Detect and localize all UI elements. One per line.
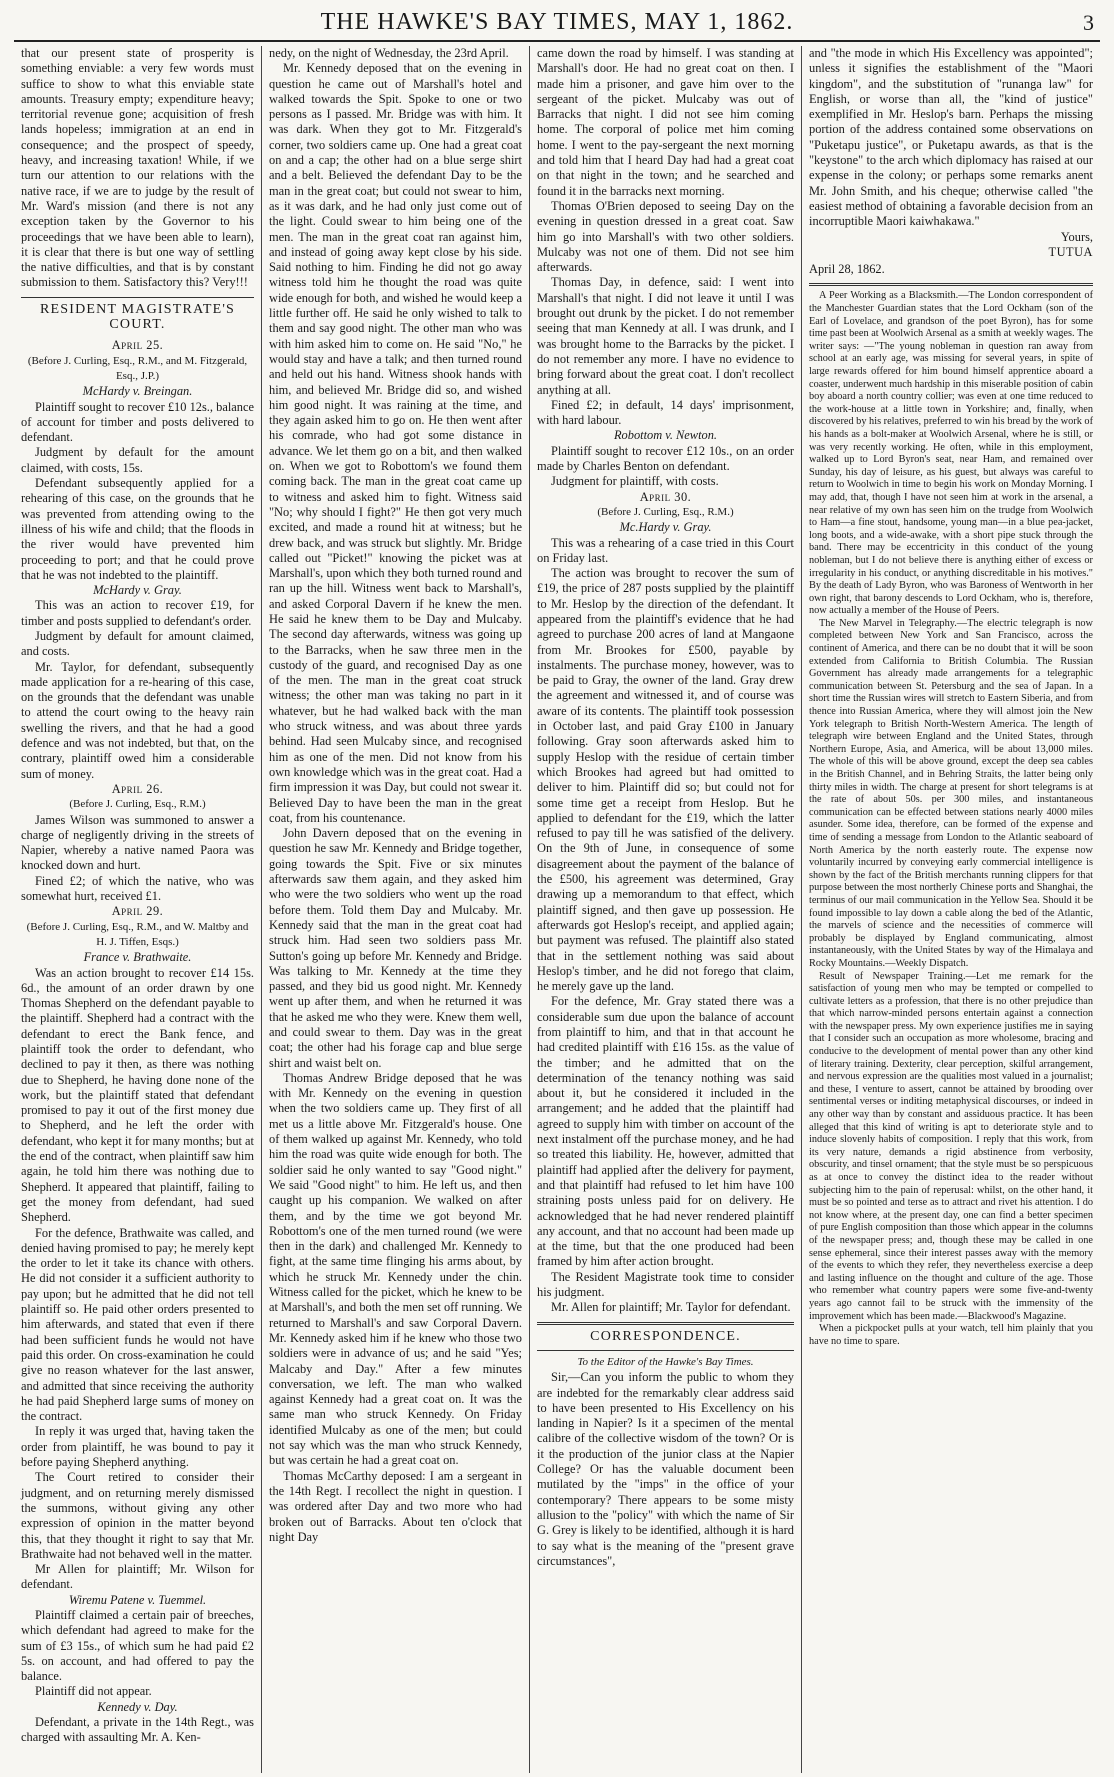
divider (537, 1322, 794, 1325)
paragraph: For the defence, Mr. Gray stated there was a considerable sum due upon the balance of account from plaintiff to him, and that in that account he had credited plaintiff with £16 15s. as the value of the timber; and he admitted that on the determination of the tenancy nothing was said about it, but he considered it included in the arrangement; and he added that the plaintiff had agreed to supply him with timber on account of the next instalment off the purchase money, and he had so treated this liability. He, however, admitted that plaintiff had applied after the delivery for payment, and that plaintiff had refused to let him have 100 straining posts unless paid for on delivery. He acknowledged that he had never rendered plaintiff any account, and that no account had been made up at the time, but that the one produced had been framed by him after action brought. (537, 994, 794, 1269)
paragraph: This was an action to recover £19, for timber and posts supplied to defendant's order. (21, 598, 254, 628)
news-item: Result of Newspaper Training.—Let me remark for the satisfaction of young men who may be tempted or compelled to cultivate letters as a profession, that there is no other prejudice than that which narrow-minded persons entertain against a connection with the newspaper press. My own experience justifies me in saying that I consider such an occupation as more wholesome, bracing and conducive to the development of mental power than any other kind of literary training. Dexterity, clear perception, skilful arrangement, and nervous expression are the qualities most valued in a journalist; and these, I venture to assert, cannot be attained by brooding over sentimental verses or inditing metaphysical discourses, or indeed in any other way than by constant and assiduous practice. It has been alleged that this kind of writing is apt to deteriorate style and to induce slovenly habits of composition. I reply that this work, from its very nature, demands a rigid abstinence from verbosity, obscurity, and tinsel ornament; that the style must be so perspicuous as at once to convey the distinct idea to the reader without subjecting him to the pain of reperusal: whilst, on the other hand, it must be so pointed and terse as to attract and rivet his attention. I do not know where, at the present day, one can find a better specimen of pure English composition than those which appear in the columns of the newspaper press; and, though these may be called in one sense ephemeral, since their interest passes away with the memory of the events to which they refer, they nevertheless exercise a deep and lasting influence on the thought and culture of the age. Those who remember what country papers were some five-and-twenty years ago cannot fail to be struck with the immensity of the improvement which has been made.—Blackwood's Magazine. (809, 970, 1093, 1322)
paragraph: Mr. Kennedy deposed that on the evening in question he came out of Marshall's hotel and walked towards the Spit. Spoke to one or two persons as I passed. Mr. Bridge was with him. It was dark. When they got to Mr. Fitzgerald's corner, two soldiers came up. One had a great coat on and a cap; the other had on a blue serge shirt and a belt. Believed the defendant Day to be the man in the great coat; but could not swear to him, as it was dark, and he had only just come out of the light. Could swear to him being one of the men. The man in the great coat ran against him, and instead of going away kept close by his side. Said nothing to him. Finding he did not go away witness told him he thought the road was quite wide enough for both, and wished he would keep a little further off. He said he only wished to talk to them and say good night. The other man who was with him asked him to come on. He said "No," he would stay and have a talk; and then turned round and held out his hand. Witness shook hands with him, and believed Mr. Bridge did so, and wished him good night. It was raining at the time, and they again asked him to go on. He then went after his comrade, who had got some distance in advance. We let them go on a bit, and then walked on. When we got to Robottom's we found them coming back. The man in the great coat came up to witness and asked him to fight. Witness said "No; why should I fight?" He then got very much excited, and made a round hit at witness; but he drew back, and was struck but slightly. Mr. Bridge called out "Picket!" knowing the picket was at Marshall's, upon which they both turned round and ran up the hill. Witness went back to Marshall's, and asked Corporal Davern if he knew the men. He said he knew them to be Day and Mulcaby. The second day afterwards, witness was going up to the Barracks, when he saw three men in the custody of the guard, and recognised Day as one of the men. The man in the great coat struck witness; the other man was taking no part in it whatever, but he had walked back with the man who struck witness, and was about three yards behind. Had seen Mulcaby since, and recognised him as one of the men. Did not know from his own knowledge which was in the great coat. Had a firm impression it was Day, but could not swear it. Believed Day to have been the man in the great coat, from his countenance. (269, 61, 522, 825)
bench-note: (Before J. Curling, Esq., R.M.) (597, 505, 734, 518)
divider (809, 283, 1093, 286)
court-date: April 30. (639, 489, 692, 504)
paragraph: Judgment for plaintiff, with costs. (551, 474, 719, 489)
court-date: April 29. (111, 904, 164, 919)
miscellany (809, 290, 1093, 1348)
case-title: Robottom v. Newton. (613, 428, 717, 443)
newspaper-title: THE HAWKE'S BAY TIMES, MAY 1, 1862. (320, 9, 794, 35)
columns (14, 46, 1100, 1773)
paragraph: The Court retired to consider their judgment, and on returning merely dismissed the summons, without giving any other expression of opinion in the matter beyond this, that they thought it right to say that Mr. Brathwaite had not behaved well in the matter. (21, 1470, 254, 1561)
paragraph: Fined £2; of which the native, who was somewhat hurt, received £1. (21, 873, 254, 904)
paragraph: Plaintiff sought to recover £12 10s., on an order made by Charles Benton on defendant. (537, 443, 794, 474)
paragraph: Defendant, a private in the 14th Regt., was charged with assaulting Mr. A. Ken- (21, 1715, 254, 1745)
paragraph: Mr Allen for plaintiff; Mr. Wilson for defendant. (21, 1562, 254, 1592)
letter-paragraph: and "the mode in which His Excellency was appointed"; unless it signifies the establishment of the "Maori kingdom", and the substitution of "runanga law" for English, or worse than all, the "kind of justice" exemplified in Mr. Heslop's barn. Perhaps the missing portion of the address contained some observations on "Puketapu justice", or Puketapu awards, as that is the "keystone" to the arch which diplomacy has raised at our expense in the colony; or perhaps some remarks anent Mr. John Smith, and his cheque; otherwise called "the easiest method of obtaining a favorable decision from an incorruptible Maori kaiwhakawa." (809, 46, 1093, 229)
column-3 (530, 46, 802, 1773)
bench-note: (Before J. Curling, Esq., R.M.) (69, 798, 206, 811)
letter-date: April 28, 1862. (809, 262, 885, 277)
bench-note: (Before J. Curling, Esq., R.M., and M. Fitzgerald, Esq., J.P.) (27, 354, 248, 382)
paragraph: James Wilson was summoned to answer a charge of negligently driving in the streets of Napier, whereby a native named Paora was knocked down and hurt. (21, 812, 254, 873)
case-title: Kennedy v. Day. (97, 1699, 178, 1714)
page-number: 3 (1083, 10, 1094, 35)
paragraph: The action was brought to recover the sum of £19, the price of 287 posts supplied by the plaintiff to Mr. Heslop by the direction of the defendant. It appeared from the plaintiff's evidence that he had agreed to purchase 200 acres of land at Mangaone from Mr. Brookes for £500, payable by instalments. The purchase money, however, was to be paid to Gray, the owner of the land. Gray drew the agreement and witnessed it, and of course was aware of its contents. The plaintiff took possession in October last, and paid Gray £100 in January following. Gray soon afterwards asked him to supply Heslop with the residue of certain timber which Brookes had agreed but had omitted to deliver to him. Plaintiff did so; but could not for some time get a receipt from Heslop. But he applied to defendant for the £19, which the latter refused to pay till he was satisfied of the delivery. On the 9th of June, in consequence of some disagreement about the payment of the balance of the £500, his agreement was determined, Gray drawing up a memorandum to that effect, which plaintiff signed, and then gave up possession. He afterwards got Heslop's receipt, and applied again; but payment was refused. The plaintiff also stated that in the settlement nothing was said about Heslop's timber, and he did not forego that claim, he merely gave up the land. (537, 566, 794, 994)
letter-address: To the Editor of the Hawke's Bay Times. (577, 1355, 754, 1368)
case-title: Mc.Hardy v. Gray. (619, 520, 712, 535)
case-title: Wiremu Patene v. Tuemmel. (68, 1592, 207, 1607)
paragraph: came down the road by himself. I was standing at Marshall's door. He had no great coat on then. I made him a prisoner, and gave him over to the sergeant of the picket. Mulcaby was out of Barracks that night. I did not see him coming home. The corporal of police met him coming home. I went to the pay-sergeant the next morning and told him that I heard Day had had a great coat on that night in the town; and he searched and found it in the barracks next morning. (537, 46, 794, 198)
paragraph: The Resident Magistrate took time to consider his judgment. (537, 1269, 794, 1300)
article-continuation: that our present state of prosperity is something enviable: a very few words must suffice to show to what this enviable state amounts. Treasury empty; expenditure heavy; territorial revenue gone; acquisition of fresh lands hopeless; immigration at an end in consequence; and the prospect of speedy, heavy, and increasing taxation! While, if we turn our attention to our relations with the native race, if we are to judge by the result of Mr. Ward's mission (and there is not any exception taken by the Governor to his proceedings that we have been able to learn), it is clear that there is but one way of settling the native difficulties, and that is by constant submission to them. Satisfactory this? Very!!! (21, 46, 254, 290)
masthead (14, 0, 1100, 42)
court-date: April 26. (111, 781, 164, 796)
letter-paragraph: Sir,—Can you inform the public to whom they are indebted for the remarkably clear address said to have been presented to His Excellency on his landing in Napier? Is it a specimen of the mental calibre of the collective wisdom of the town? Or is it the production of the junior class at the Napier College? Or has the valuable document been mutilated by the "imps" in the office of your contemporary? There appears to be some misty allusion to the "policy" with which the name of Sir G. Grey is likely to be identified, although it is hard to say what is the meaning of the "present grave circumstances", (537, 1370, 794, 1568)
paragraph: Mr. Allen for plaintiff; Mr. Taylor for defendant. (551, 1300, 791, 1315)
column-4 (802, 46, 1100, 1773)
letter-signature: TUTUA (1048, 244, 1093, 259)
paragraph: Was an action brought to recover £14 15s. 6d., the amount of an order drawn by one Thomas Shepherd on the defendant payable to the plaintiff. Shepherd had a contract with the defendant to erect the Bank fence, and plaintiff took the order to defendant, who declined to pay it then, as there was nothing due to Shepherd, he having done none of the work, but the plaintiff stated that defendant promised to pay it out of the first money due to Shepherd, and he left the order with defendant, who kept it for many months; but at the end of the contract, when plaintiff saw him again, he told him there was nothing due to Shepherd. It appeared that plaintiff, failing to get the money from defendant, had sued Shepherd. (21, 965, 254, 1225)
paragraph: nedy, on the night of Wednesday, the 23rd April. (269, 46, 509, 60)
divider (21, 297, 254, 298)
case-title: McHardy v. Gray. (93, 583, 182, 598)
news-item: A Peer Working as a Blacksmith.—The London correspondent of the Manchester Guardian states that the Lord Ockham (son of the Earl of Lovelace, and grandson of the poet Byron), has for some time past been at Woolwich Arsenal as a smith at weekly wages. The writer says: —"The young nobleman in question ran away from school at an early age, was missing for several years, in spite of large rewards offered for him bound himself apprentice aboard a coaster, underwent much hardship in this miserable position of cabin boy aboard a north country collier; was even at one time reduced to the work-house at a little town in Yorkshire; and, finally, when discovered by his relatives, preferred to win his bread by the work of his hands as a bolt-maker at Woolwich Arsenal, where he is still, or was very recently working. He often, while in this employment, walked up to Lord Byron's seat, near Ham, and remained over Sunday, his day of leisure, as his guest, but always was careful to return to Woolwich in time to begin his work on Monday Morning. I may add, that, though I have not seen him at work in the arsenal, a near relative of my own has seen him on the trudge from Woolwich to Ham—a fine stout, handsome, young man—in a blue pea-jacket, long boots, and a wide-awake, with a short pipe stuck through the band. There may be eccentricity in this conduct of the young nobleman, but I do not believe there is anything either of excess or irregularity in his conduct, or anything discreditable in his motives." By the death of Lady Byron, who was Baroness of Wentworth in her own right, that barony descends to Lord Ockham, who is, therefore, now actually a member of the House of Peers. (809, 290, 1093, 617)
paragraph: For the defence, Brathwaite was called, and denied having promised to pay; he merely kept the order to let it take its chance with others. He did not consider it a sufficient authority to pay upon; but he admitted that he did not tell plaintiff so. He paid other orders presented to him afterwards, and stated that even if there had been sufficient funds he would not have paid this order. On cross-examination he could give no reason whatever for the last answer, and admitted that since receiving the authority he had paid Shepherd large sums of money on the contract. (21, 1225, 254, 1424)
paragraph: Thomas Day, in defence, said: I went into Marshall's that night. I did not leave it until I was brought out drunk by the picket. I do not remember seeing that man Kennedy at all. I was drunk, and I was brought home to the Barracks by the picket. I do not remember any more. I have no evidence to bring forward about the great coat. I don't recollect anything at all. (537, 275, 794, 397)
paragraph: Plaintiff did not appear. (35, 1684, 152, 1699)
paragraph: Judgment by default for amount claimed, and costs. (21, 628, 254, 659)
paragraph: Mr. Taylor, for defendant, subsequently made application for a re-hearing of this case, on the grounds that the defendant was unable to attend the court owing to the heavy rain swelling the rivers, and that he had a good defence and was not indebted, but that, on the contrary, plaintiff owed him a considerable sum of money. (21, 659, 254, 781)
section-heading: CORRESPONDENCE. (590, 1328, 741, 1344)
court-date: April 25. (111, 338, 164, 353)
paragraph: John Davern deposed that on the evening in question he saw Mr. Kennedy and Bridge together, going towards the Spit. Five or six minutes afterwards saw them again, and they asked him who were the two soldiers who went up the road before them. Told them Day and Mulcaby. Mr. Kennedy said that the man in the great coat had struck him. Had seen two soldiers pass Mr. Sutton's going up before Mr. Kennedy and Bridge. Was talking to Mr. Kennedy at the time they passed, and they bid us good night. Mr. Kennedy went up after them, and when he returned it was that he asked me who they were. Knew them well, and could swear to them. Day was in the great coat; the other had his forage cap and blue serge shirt and waist belt on. (269, 826, 522, 1070)
case-title: France v. Brathwaite. (83, 950, 192, 965)
paragraph: Thomas O'Brien deposed to seeing Day on the evening in question dressed in a great coat. Saw him go into Marshall's with two other soldiers. Mulcaby was not one of them. Did not see him afterwards. (537, 198, 794, 275)
letter-closing: Yours, (1060, 229, 1093, 244)
news-item: When a pickpocket pulls at your watch, tell him plainly that you have no time to spare. (809, 1323, 1093, 1347)
paragraph: Plaintiff claimed a certain pair of breeches, which defendant had agreed to make for the sum of £3 15s., of which sum he had paid £2 5s. on account, and had offered to pay the balance. (21, 1607, 254, 1684)
section-heading: RESIDENT MAGISTRATE'S COURT. (39, 301, 236, 333)
column-1 (14, 46, 262, 1773)
paragraph: Defendant subsequently applied for a rehearing of this case, on the grounds that he was prevented from attending owing to the illness of his wife and child; that the floods in the river would have prevented him proceeding to port; and that he could prove that he was not indebted to the plaintiff. (21, 476, 254, 582)
paragraph: Thomas McCarthy deposed: I am a sergeant in the 14th Regt. I recollect the night in question. I was ordered after Day and two more who had broken out of Barracks. About ten o'clock that night Day (269, 1468, 522, 1544)
paragraph: Plaintiff sought to recover £10 12s., balance of account for timber and posts delivered to defendant. (21, 399, 254, 445)
paragraph: Fined £2; in default, 14 days' imprisonment, with hard labour. (537, 397, 794, 428)
case-title: McHardy v. Breingan. (82, 384, 193, 399)
paragraph: Thomas Andrew Bridge deposed that he was with Mr. Kennedy on the evening in question when the two soldiers came up. They first of all met us a little above Mr. Fitzgerald's house. One of them walked up against Mr. Kennedy, who told him the road was quite wide enough for both. The soldier said he only wanted to say "Good night." We said "Good night" to him. He left us, and then caught up his companion. We walked on after them, and by the time we got beyond Mr. Robottom's one of the men turned round (we were then in the dark) and challenged Mr. Kennedy to fight, at the same time flinging his arms about, by which he struck Mr. Kennedy under the chin. Witness called for the picket, which he knew to be at Marshall's, and both the men set off running. We returned to Marshall's and saw Corporal Davern. Mr. Kennedy asked him if he knew who those two soldiers were in advance of us; and he said "Yes; Malcaby and Day." After a few minutes conversation, we left. The man who walked against Kennedy had a great coat on. It was the same man who struck Kennedy. On Friday identified Mulcaby as one of the men; but could not say which was the man who struck Kennedy, but was certain he had a great coat on. (269, 1070, 523, 1468)
paragraph: This was a rehearing of a case tried in this Court on Friday last. (537, 535, 794, 565)
column-2 (262, 46, 530, 1773)
divider (537, 1350, 794, 1351)
paragraph: Judgment by default for the amount claimed, with costs, 15s. (21, 445, 254, 475)
news-item: The New Marvel in Telegraphy.—The electric telegraph is now completed between New York and San Francisco, across the continent of America, and there can be no doubt that it will be soon extended from California to British Columbia. The Russian Government has already made arrangements for a telegraphic communication between St. Petersburg and the sea of Japan. In a short time the Russian wires will stretch to Eastern Siberia, and from thence into Russian America, where they will almost join the New York telegraph to British North-Western America. The length of telegraph wire between England and the United States, through Northern Europe, Asia, and America, will be about 13,000 miles. The whole of this will be above ground, except the deep sea cables in the British Channel, and in Behring Straits, the latter being only thirty miles in width. The charge at present for short telegrams is at the rate of about 50s. per 300 miles, and instantaneous communication can be effected between stations nearly 4000 miles asunder. Some idea, therefore, can be formed of the expense and time of sending a message from London to the Atlantic seaboard of North America by the north easterly route. The expense now voluntarily incurred by conveying early commercial intelligence is shown by the fact of the British merchants running clippers for that purpose between the most northerly Chinese ports and Shanghai, the terminus of our mail communication in the Yellow Sea. Should it be found impossible to lay down a cable along the bed of the Atlantic, the marvels of science and the necessities of commerce will probably be displayed by England communicating, almost instantaneously, with the United States by way of the Himalaya and Rocky Mountains.—Weekly Dispatch. (809, 617, 1093, 969)
bench-note: (Before J. Curling, Esq., R.M., and W. Maltby and H. J. Tiffen, Esqs.) (26, 920, 249, 948)
paragraph: In reply it was urged that, having taken the order from plaintiff, he was bound to pay it before paying Shepherd anything. (21, 1424, 254, 1470)
